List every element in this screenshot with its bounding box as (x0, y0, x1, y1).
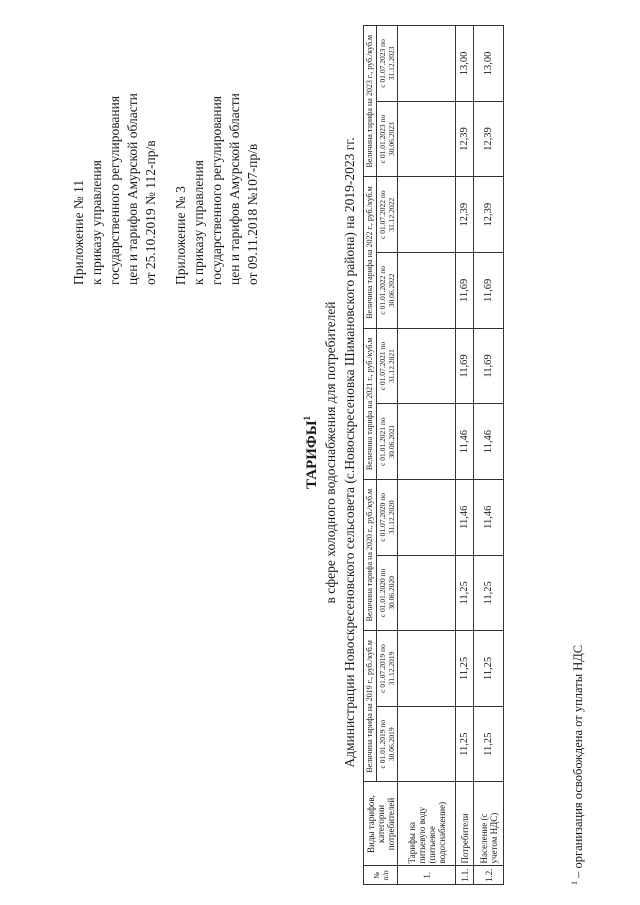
period-header: с 01.01.2021 по 30.06.2021 (377, 404, 398, 480)
tariff-value: 13,00 (456, 26, 474, 102)
tariff-value: 11,69 (456, 253, 474, 329)
tariff-value: 11,69 (456, 328, 474, 404)
col-num-header: № п/п (364, 866, 398, 885)
empty-cell (398, 479, 456, 555)
tariff-value: 11,46 (456, 479, 474, 555)
year-header: Величина тарифа на 2023 г., руб./куб.м (364, 26, 377, 177)
table-row (456, 26, 474, 885)
col-kind-header: Виды тарифов, категории потребителей (364, 782, 398, 866)
section-num: 1. (398, 866, 456, 885)
section-row (398, 26, 456, 885)
empty-cell (398, 328, 456, 404)
title-line-1: в сфере холодного водоснабжения для потребителей (323, 301, 338, 604)
appendix-11-line: от 25.10.2019 № 112-пр/в (143, 140, 158, 285)
period-header: с 01.07.2021 по 31.12.2021 (377, 328, 398, 404)
tariff-value: 11,46 (474, 404, 504, 480)
tariff-value: 11,25 (474, 631, 504, 707)
period-header: с 01.01.2023 по 30.06.2023 (377, 101, 398, 177)
footnote (570, 645, 586, 885)
tariff-value: 11,46 (474, 479, 504, 555)
period-header: с 01.01.2019 по 30.06.2019 (377, 706, 398, 782)
table-subheader-row (377, 26, 398, 885)
tariff-value: 11,25 (474, 706, 504, 782)
title-main (298, 0, 321, 905)
appendix-3-line: к приказу управления (191, 160, 206, 285)
year-header: Величина тарифа на 2020 г., руб./куб.м (364, 479, 377, 630)
title-line-2: Администрации Новоскресеновского сельсовета (с.Новоскресеновка Шимановского района) на 2019-2023 гг. (342, 137, 357, 768)
year-header: Величина тарифа на 2019 г., руб./куб.м (364, 631, 377, 782)
period-header: с 01.01.2022 по 30.06.2022 (377, 253, 398, 329)
appendix-11-header (70, 15, 160, 285)
empty-cell (398, 253, 456, 329)
title-footnote-mark: 1 (302, 415, 312, 421)
appendix-11-line: Приложение № 11 (71, 179, 86, 285)
appendix-3-header (172, 15, 262, 285)
section-label: Тарифы на питьевую воду (питьевое водоснабжение) (398, 782, 456, 866)
tariff-value: 13,00 (474, 26, 504, 102)
tariff-value: 12,39 (474, 177, 504, 253)
appendix-3-line: Приложение № 3 (173, 186, 188, 285)
empty-cell (398, 26, 456, 102)
period-header: с 01.07.2019 по 31.12.2019 (377, 631, 398, 707)
empty-cell (398, 706, 456, 782)
appendix-3-line: государственного регулирования (209, 95, 224, 285)
tariff-value: 11,46 (456, 404, 474, 480)
tariff-value: 12,39 (456, 177, 474, 253)
tariff-value: 11,25 (456, 555, 474, 631)
appendix-11-line: государственного регулирования (107, 95, 122, 285)
row-num: 1.1. (456, 866, 474, 885)
period-header: с 01.07.2022 по 31.12.2022 (377, 177, 398, 253)
appendix-3-line: от 09.11.2018 №107-пр/в (245, 143, 260, 285)
row-label: Потребители (456, 782, 474, 866)
period-header: с 01.07.2023 по 31.12.2023 (377, 26, 398, 102)
footnote-text: – организация освобождена от уплаты НДС (571, 644, 586, 881)
document-title (298, 0, 359, 905)
table-row (474, 26, 504, 885)
appendix-11-line: цен и тарифов Амурской области (125, 93, 140, 285)
year-header: Величина тарифа на 2022 г., руб./куб.м (364, 177, 377, 328)
empty-cell (398, 177, 456, 253)
tariff-value: 12,39 (474, 101, 504, 177)
empty-cell (398, 555, 456, 631)
row-label: Население (с учетом НДС) (474, 782, 504, 866)
tariff-table (363, 25, 504, 885)
title-text: ТАРИФЫ (304, 420, 320, 490)
appendix-11-line: к приказу управления (89, 160, 104, 285)
appendix-3-line: цен и тарифов Амурской области (227, 93, 242, 285)
tariff-value: 12,39 (456, 101, 474, 177)
empty-cell (398, 404, 456, 480)
period-header: с 01.01.2020 по 30.06.2020 (377, 555, 398, 631)
tariff-value: 11,25 (456, 631, 474, 707)
empty-cell (398, 631, 456, 707)
footnote-mark: 1 (570, 881, 579, 885)
tariff-value: 11,25 (456, 706, 474, 782)
period-header: с 01.07.2020 по 31.12.2020 (377, 479, 398, 555)
empty-cell (398, 101, 456, 177)
row-num: 1.2. (474, 866, 504, 885)
tariff-value: 11,69 (474, 253, 504, 329)
tariff-value: 11,69 (474, 328, 504, 404)
year-header: Величина тарифа на 2021 г., руб./куб.м (364, 328, 377, 479)
table-header-row (364, 26, 377, 885)
tariff-value: 11,25 (474, 555, 504, 631)
